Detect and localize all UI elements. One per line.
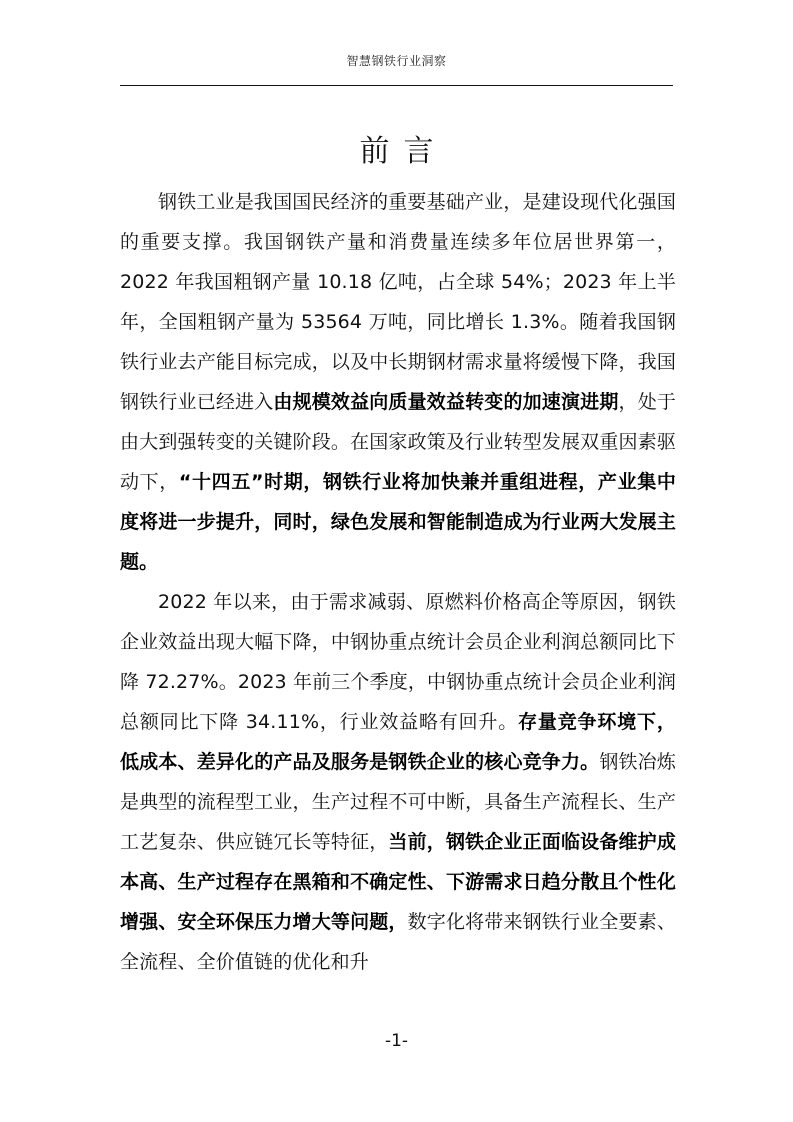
page-title: 前言: [359, 134, 448, 169]
header-divider: [120, 85, 673, 86]
paragraph-2-segment-5: 数字化将带来钢铁行业全要素、全流程、全价值链的优化和升: [120, 911, 676, 973]
paragraph-1: [120, 182, 676, 582]
paragraph-1-segment-3: ，处于由大到强转变的关键阶段。在国家政策及行业转型发展双重因素驱动下，: [120, 391, 677, 493]
page-number: -1-: [384, 1031, 409, 1051]
paragraph-2: [120, 582, 676, 982]
paragraph-1-segment-1: 钢铁工业是我国国民经济的重要基础产业，是建设现代化强国的重要支撑。我国钢铁产量和消费量连续多年位居世界第一，2022 年我国粗钢产量 10.18 亿吨，占全球 54%；2023 年上半年，全国粗钢产量为 53564 万吨，同比增长 1.3%。随着我国钢铁行业去产能目标完成，以及中长期钢材需求量将缓慢下降，我国钢铁行业已经进入: [120, 191, 676, 413]
paragraph-2-segment-3: 钢铁冶炼是典型的流程型工业，生产过程不可中断，具备生产流程长、生产工艺复杂、供应链冗长等特征，: [120, 751, 676, 853]
paragraph-1-bold-segment-2: 由规模效益向质量效益转变的加速演进期: [273, 391, 619, 413]
paragraph-2-bold-segment-2: 存量竞争环境下，低成本、差异化的产品及服务是钢铁企业的核心竞争力。: [120, 711, 676, 773]
paragraph-2-segment-1: 2022 年以来，由于需求减弱、原燃料价格高企等原因，钢铁企业效益出现大幅下降，中钢协重点统计会员企业利润总额同比下降 72.27%。2023 年前三个季度，中钢协重点统计会员企业利润总额同比下降 34.11%，行业效益略有回升。: [120, 591, 676, 733]
body-text: [120, 182, 676, 982]
running-header: 智慧钢铁行业洞察: [346, 54, 447, 68]
paragraph-1-bold-segment-4: “十四五”时期，钢铁行业将加快兼并重组进程，产业集中度将进一步提升，同时，绿色发展和智能制造成为行业两大发展主题。: [120, 471, 676, 573]
paragraph-2-bold-segment-4: 当前，钢铁企业正面临设备维护成本高、生产过程存在黑箱和不确定性、下游需求日趋分散且个性化增强、安全环保压力增大等问题，: [120, 831, 676, 933]
